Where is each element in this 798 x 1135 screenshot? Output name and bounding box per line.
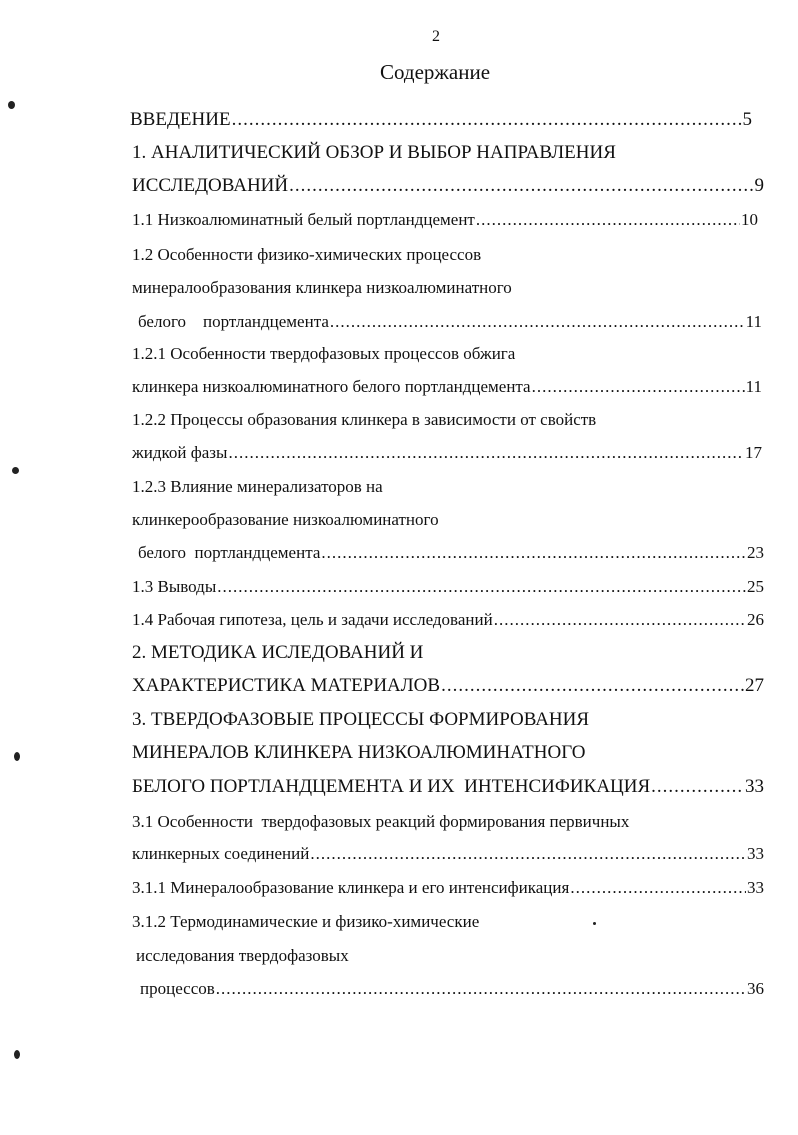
toc-leader-dots bbox=[310, 843, 746, 865]
toc-leader-dots bbox=[476, 209, 740, 231]
toc-entry-3-1-2-line1[interactable]: 3.1.2 Термодинамические и физико-химические bbox=[132, 912, 480, 931]
toc-entry-text: 1.3 Выводы bbox=[132, 577, 217, 596]
toc-leader-dots bbox=[570, 877, 746, 899]
toc-entry-page: 5 bbox=[742, 109, 752, 130]
toc-entry-text: белого портландцемента bbox=[138, 312, 329, 331]
toc-entry-text: ИССЛЕДОВАНИЙ bbox=[132, 175, 289, 196]
toc-entry-1-4[interactable] bbox=[132, 609, 764, 633]
toc-entry-text: белого портландцемента bbox=[138, 543, 321, 562]
toc-leader-dots bbox=[330, 311, 745, 333]
toc-entry-text: ВВЕДЕНИЕ bbox=[130, 109, 231, 130]
toc-entry-page: 11 bbox=[745, 377, 762, 396]
toc-entry-1-2-2-line1[interactable]: 1.2.2 Процессы образования клинкера в зависимости от свойств bbox=[132, 410, 597, 429]
toc-entry-1-2-line1[interactable]: 1.2 Особенности физико-химических процессов bbox=[132, 245, 482, 264]
toc-entry-chapter-3-line2[interactable]: МИНЕРАЛОВ КЛИНКЕРА НИЗКОАЛЮМИНАТНОГО bbox=[132, 742, 586, 763]
toc-leader-dots bbox=[216, 978, 746, 1000]
toc-entry-text: жидкой фазы bbox=[132, 443, 228, 462]
toc-entry-page: 11 bbox=[745, 312, 762, 331]
toc-entry-1-2-3-line1[interactable]: 1.2.3 Влияние минерализаторов на bbox=[132, 477, 383, 496]
toc-entry-chapter-3-line1[interactable]: 3. ТВЕРДОФАЗОВЫЕ ПРОЦЕССЫ ФОРМИРОВАНИЯ bbox=[132, 709, 590, 730]
toc-leader-dots bbox=[228, 442, 744, 464]
toc-entry-page: 9 bbox=[754, 175, 764, 196]
toc-entry-page: 36 bbox=[747, 979, 764, 998]
toc-entry-text: 1.1 Низкоалюминатный белый портландцемент bbox=[132, 210, 475, 229]
toc-entry-3-1-2-line2[interactable]: исследования твердофазовых bbox=[136, 946, 349, 965]
toc-leader-dots bbox=[532, 376, 745, 398]
toc-entry-chapter-1-title[interactable]: 1. АНАЛИТИЧЕСКИЙ ОБЗОР И ВЫБОР НАПРАВЛЕНИЯ bbox=[132, 142, 616, 163]
toc-entry-chapter-2[interactable] bbox=[132, 675, 764, 699]
toc-entry-1-2-2[interactable] bbox=[132, 442, 762, 466]
toc-entry-1-3[interactable] bbox=[132, 576, 764, 600]
toc-entry-page: 23 bbox=[747, 543, 764, 562]
toc-entry-3-1-2[interactable] bbox=[140, 978, 764, 1002]
toc-leader-dots bbox=[494, 609, 746, 631]
toc-entry-page: 17 bbox=[745, 443, 762, 462]
toc-entry-text: ХАРАКТЕРИСТИКА МАТЕРИАЛОВ bbox=[132, 675, 441, 696]
toc-entry-page: 33 bbox=[747, 844, 764, 863]
toc-entry-page: 33 bbox=[745, 776, 764, 797]
toc-entry-3-1[interactable] bbox=[132, 843, 764, 867]
toc-entry-3-1-line1[interactable]: 3.1 Особенности твердофазовых реакций формирования первичных bbox=[132, 812, 630, 831]
scan-speck bbox=[593, 922, 596, 925]
toc-entry-page: 26 bbox=[747, 610, 764, 629]
toc-leader-dots bbox=[321, 542, 746, 564]
toc-leader-dots bbox=[651, 776, 744, 798]
toc-entry-1-1[interactable] bbox=[132, 209, 758, 233]
scan-speck bbox=[14, 752, 20, 761]
page-number: 2 bbox=[432, 28, 440, 45]
toc-leader-dots bbox=[441, 675, 744, 697]
scan-speck bbox=[14, 1050, 20, 1059]
toc-entry-text: клинкерных соединений bbox=[132, 844, 310, 863]
toc-entry-page: 27 bbox=[745, 675, 764, 696]
toc-entry-page: 25 bbox=[747, 577, 764, 596]
toc-entry-page: 10 bbox=[741, 210, 758, 229]
toc-title: Содержание bbox=[380, 60, 491, 84]
toc-leader-dots bbox=[289, 175, 753, 197]
scan-speck bbox=[12, 467, 19, 474]
toc-entry-1-2-1-line1[interactable]: 1.2.1 Особенности твердофазовых процессов обжига bbox=[132, 344, 516, 363]
toc-entry-chapter-1[interactable] bbox=[132, 175, 764, 199]
toc-entry-text: процессов bbox=[140, 979, 215, 998]
toc-entry-page: 33 bbox=[747, 878, 764, 897]
toc-entry-chapter-2-title[interactable]: 2. МЕТОДИКА ИСЛЕДОВАНИЙ И bbox=[132, 642, 424, 663]
toc-entry-3-1-1[interactable] bbox=[132, 877, 764, 901]
toc-entry-1-2-3-line2[interactable]: клинкерообразование низкоалюминатного bbox=[132, 510, 439, 529]
toc-entry-1-2[interactable] bbox=[138, 311, 762, 335]
toc-entry-text: 1.4 Рабочая гипотеза, цель и задачи исследований bbox=[132, 610, 493, 629]
toc-entry-chapter-3[interactable] bbox=[132, 776, 764, 800]
toc-entry-1-2-3[interactable] bbox=[138, 542, 764, 566]
toc-entry-introduction[interactable] bbox=[130, 109, 752, 133]
toc-leader-dots bbox=[232, 109, 742, 131]
toc-entry-1-2-line2[interactable]: минералообразования клинкера низкоалюминатного bbox=[132, 278, 512, 297]
scan-speck bbox=[8, 101, 15, 109]
toc-entry-text: БЕЛОГО ПОРТЛАНДЦЕМЕНТА И ИХ ИНТЕНСИФИКАЦИЯ bbox=[132, 776, 651, 797]
toc-entry-text: клинкера низкоалюминатного белого портландцемента bbox=[132, 377, 531, 396]
toc-entry-text: 3.1.1 Минералообразование клинкера и его интенсификация bbox=[132, 878, 570, 897]
toc-leader-dots bbox=[217, 576, 746, 598]
toc-entry-1-2-1[interactable] bbox=[132, 376, 762, 400]
